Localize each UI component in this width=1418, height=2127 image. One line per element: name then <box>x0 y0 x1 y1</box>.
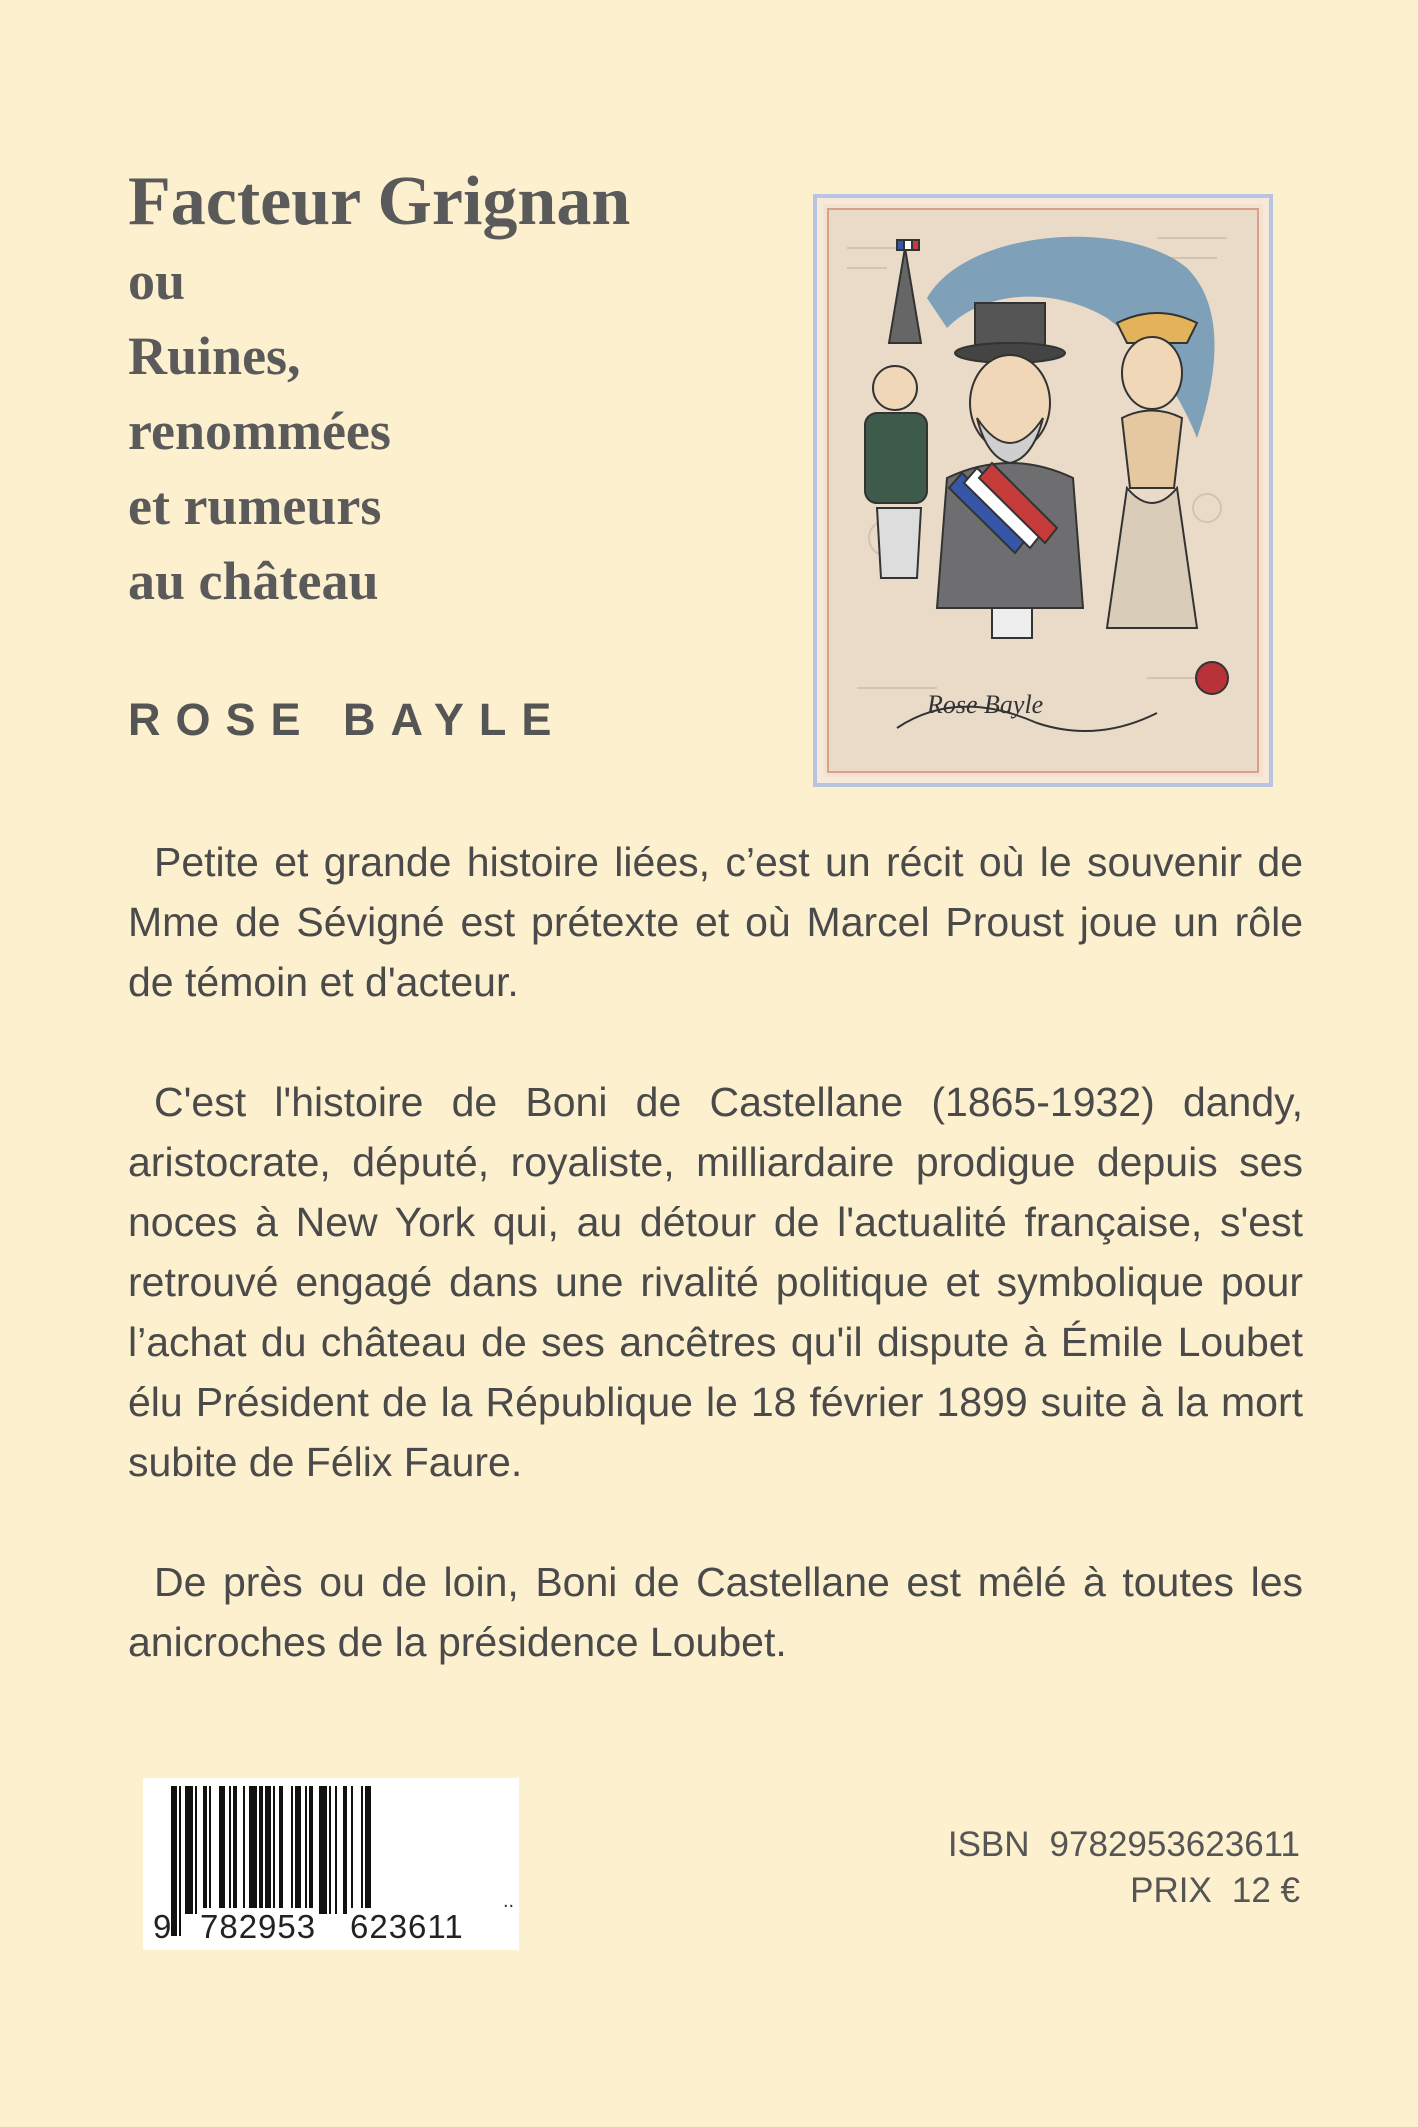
subtitle-line: ou <box>128 251 186 311</box>
barcode-bar <box>319 1786 327 1914</box>
barcode-bar <box>249 1786 257 1914</box>
paragraph: C'est l'histoire de Boni de Castellane (1865-1932) dandy, aristocrate, député, royaliste, milliardaire prodigue depuis ses noces à New York qui, au détour de l'actualité française, s'est retrouvé engagé dans une rivalité politique et symbolique pour l’achat du château de ses ancêtres qu'il dispute à Émile Loubet élu Président de la République le 18 février 1899 suite à la mort subite de Félix Faure. <box>128 1079 1303 1485</box>
barcode-bar <box>179 1786 181 1936</box>
isbn-value: 9782953623611 <box>1049 1825 1300 1864</box>
barcode-bar <box>219 1786 225 1914</box>
isbn-label: ISBN <box>947 1825 1030 1864</box>
cover-drawing <box>827 208 1259 773</box>
barcode-bar <box>185 1786 193 1914</box>
barcode-bar <box>233 1786 237 1914</box>
cover-signature: Rose Bayle <box>927 690 1044 719</box>
subtitle-line: au château <box>128 551 379 611</box>
price-value: 12 € <box>1231 1871 1300 1910</box>
barcode <box>143 1778 519 1950</box>
subtitle-line: renommées <box>128 401 391 461</box>
barcode-bar <box>343 1786 347 1914</box>
barcode-bar <box>279 1786 283 1914</box>
barcode-bar <box>329 1786 331 1914</box>
book-title: Facteur Grignan <box>128 163 631 240</box>
barcode-bar <box>335 1786 337 1914</box>
cover-illustration <box>813 194 1273 787</box>
barcode-bar <box>295 1786 301 1914</box>
paragraph: De près ou de loin, Boni de Castellane est mêlé à toutes les anicroches de la présidence Loubet. <box>128 1559 1303 1665</box>
barcode-bar <box>309 1786 313 1914</box>
isbn-price-block <box>948 1822 1300 1914</box>
barcode-trailer: .. <box>503 1890 515 1912</box>
barcode-bar <box>243 1786 245 1914</box>
barcode-first-digit: 9 <box>153 1908 173 1945</box>
price-label: PRIX <box>1130 1871 1212 1910</box>
author-name: ROSE BAYLE <box>128 694 567 745</box>
barcode-bar <box>259 1786 263 1914</box>
subtitle-line: et rumeurs <box>128 476 382 536</box>
barcode-bar <box>305 1786 307 1914</box>
barcode-bar <box>203 1786 207 1914</box>
book-description <box>128 832 1303 1732</box>
barcode-bar <box>229 1786 231 1914</box>
barcode-left-group: 782953 <box>197 1908 319 1946</box>
price-line <box>948 1868 1300 1914</box>
barcode-bar <box>195 1786 197 1914</box>
paragraph: Petite et grande histoire liées, c’est un récit où le souvenir de Mme de Sévigné est prétexte et où Marcel Proust joue un rôle de témoin et d'acteur. <box>128 839 1303 1005</box>
barcode-right-group: 623611 <box>347 1908 467 1946</box>
barcode-bar <box>351 1786 353 1914</box>
isbn-line <box>948 1822 1300 1868</box>
barcode-bar <box>265 1786 271 1914</box>
barcode-bar <box>209 1786 211 1914</box>
subtitle-line: Ruines, <box>128 326 301 386</box>
title-block <box>128 160 768 619</box>
barcode-bar <box>291 1786 293 1914</box>
